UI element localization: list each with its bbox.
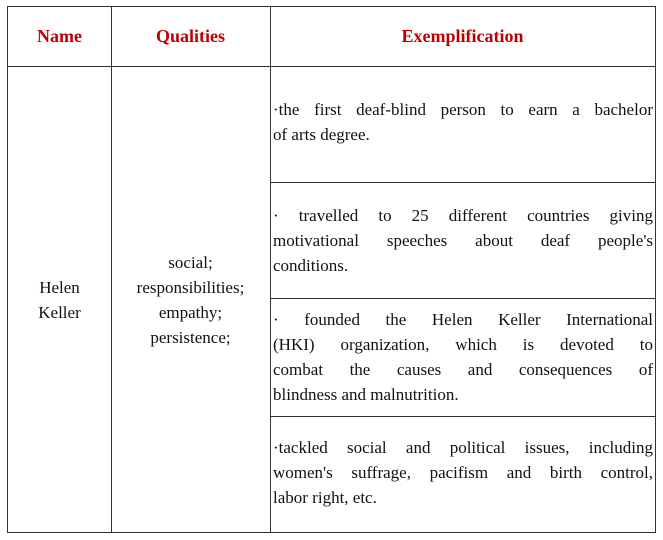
header-qualities: Qualities (155, 26, 225, 46)
exemplification-line: ·the first deaf-blind person to earn a bachelor (273, 100, 653, 119)
qualities-cell (111, 67, 270, 532)
exemplification-item-4 (273, 435, 653, 510)
exemplification-item-1 (273, 97, 653, 147)
header-name: Name (37, 26, 82, 46)
quality-item: empathy; (158, 302, 223, 322)
exemplification-line: of arts degree. (273, 125, 370, 144)
name-line: Helen (39, 277, 80, 297)
exemplification-item-3 (273, 307, 653, 407)
exemplification-line: · founded the Helen Keller International (273, 310, 653, 329)
column-divider-qualities (270, 7, 271, 532)
exemplification-line: women's suffrage, pacifism and birth control, (273, 463, 653, 482)
exemplification-item-2 (273, 203, 653, 278)
exemplification-line: labor right, etc. (273, 488, 377, 507)
exemplification-line: motivational speeches about deaf people's (273, 231, 653, 250)
row-divider-2 (270, 298, 655, 299)
name-cell (8, 67, 111, 532)
row-divider-1 (270, 182, 655, 183)
exemplification-line: combat the causes and consequences of (273, 360, 653, 379)
row-divider-3 (270, 416, 655, 417)
name-line: Keller (38, 302, 81, 322)
quality-item: responsibilities; (136, 277, 245, 297)
exemplification-line: (HKI) organization, which is devoted to (273, 335, 653, 354)
exemplification-line: ·tackled social and political issues, including (273, 438, 653, 457)
quality-item: social; (168, 252, 213, 272)
exemplification-line: conditions. (273, 256, 349, 275)
exemplification-table (7, 6, 656, 533)
header-exemplification: Exemplification (401, 26, 524, 46)
quality-item: persistence; (150, 327, 231, 347)
exemplification-line: · travelled to 25 different countries giving (273, 206, 653, 225)
exemplification-line: blindness and malnutrition. (273, 385, 459, 404)
